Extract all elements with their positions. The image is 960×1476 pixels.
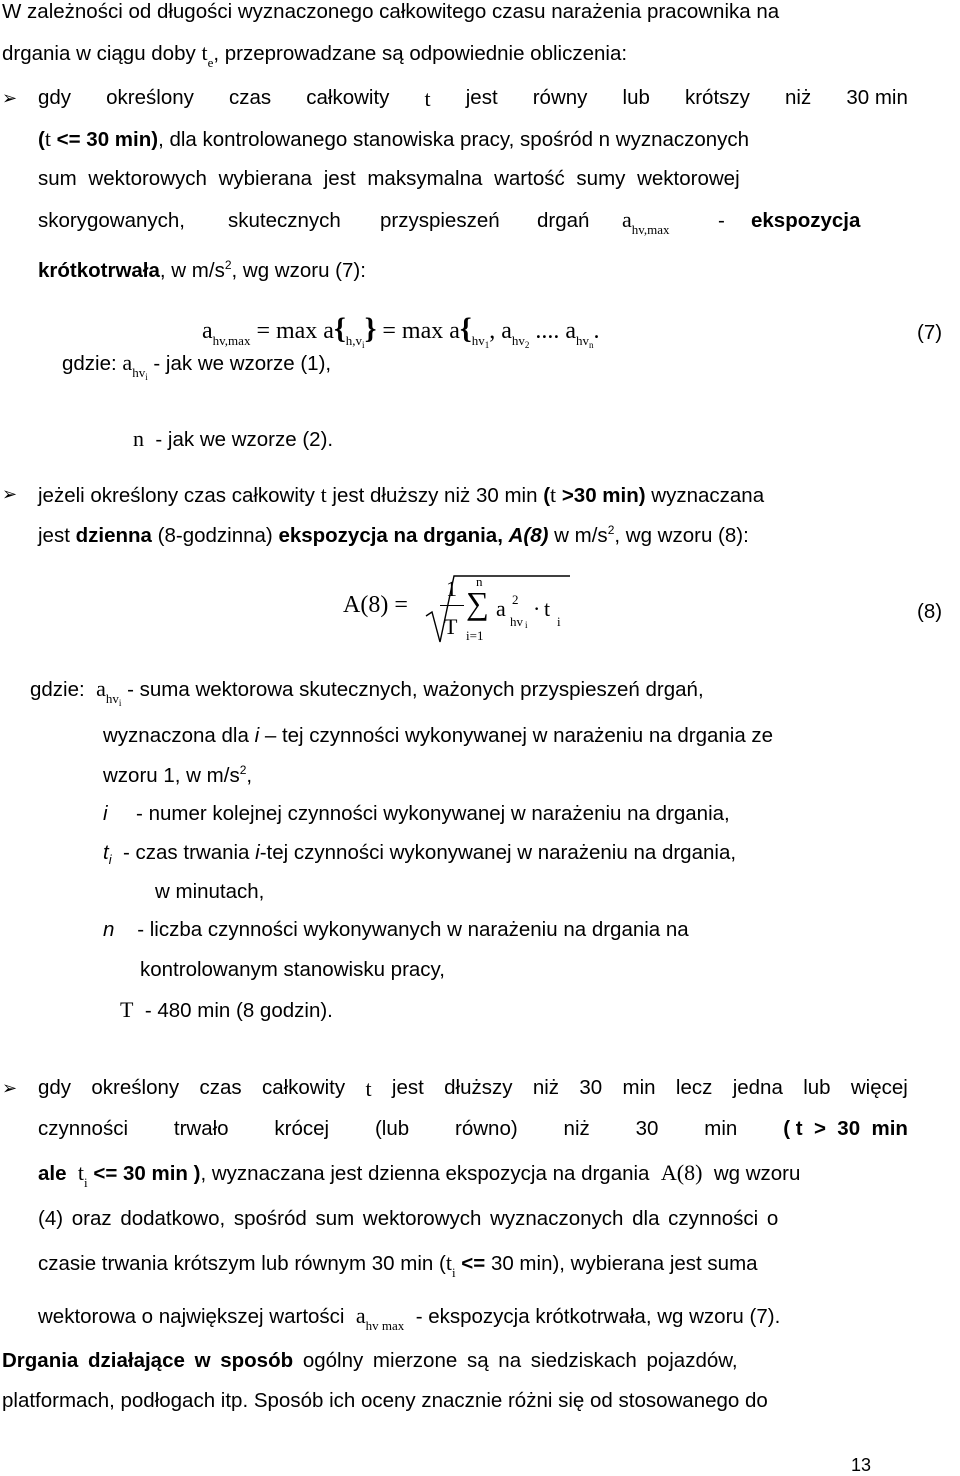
case2-line-2: jest dzienna (8-godzinna) ekspozycja na drgania, A(8) w $m/s^2$, wg wzoru (8): <box>38 523 749 547</box>
case3-line-3: ale $t_i <= 30$ min ), wyznaczana jest dzienna ekspozycja na drgania A(8) wg wzoru <box>38 1160 801 1190</box>
bullet-arrow-icon: ➢ <box>2 484 18 504</box>
where8-line-4: i - numer kolejnej czynności wykonywanej w narażeniu na drgania, <box>103 802 730 825</box>
case2-line-1: jeżeli określony czas całkowity t jest dłuższy niż 30 min (t >30 min) wyznaczana <box>38 482 765 507</box>
intro-line-2: drgania w ciągu doby $t_e$, przeprowadzane są odpowiednie obliczenia: <box>2 40 628 70</box>
case3-line-5: czasie trwania krótszym lub równym 30 $\min (t_i <= 30$ min), wybierana jest suma <box>38 1250 758 1280</box>
where8-line-3: wzoru 1, w $m/s^2$, <box>103 763 253 787</box>
case3-line-4: (4) oraz dodatkowo, spośród sum wektorowych wyznaczonych dla czynności o <box>38 1207 779 1230</box>
case1-line-5: krótkotrwała, w $m/s^2$, wg wzoru (7): <box>38 258 366 282</box>
where8-line-1: gdzie: $a_{hvi}$ - suma wektorowa skutecznych, ważonych przyspieszeń drgań, <box>30 676 704 708</box>
formula-7-number: (7) <box>917 321 943 344</box>
where8-line-2: wyznaczona dla i – tej czynności wykonywanej w narażeniu na drgania ze <box>103 724 774 747</box>
where7-line-2: n - jak we wzorze (2). <box>133 426 334 451</box>
where8-line-8: kontrolowanym stanowisku pracy, <box>140 958 445 981</box>
page-number: 13 <box>851 1455 872 1475</box>
where8-line-9: T - 480 min (8 godzin). <box>120 997 333 1022</box>
case3-line-1: gdy określony czas całkowity t jest dłuższy niż 30 min lecz jedna lub więcej <box>38 1076 908 1101</box>
case1-symbol-ahvmax: $a_{hv,max}$ <box>622 207 670 237</box>
where8-line-5: $t_i$ - czas trwania i-tej czynności wykonywanej w narażeniu na drgania, <box>103 841 737 868</box>
document-page: W zależności od długości wyznaczonego całkowitego czasu narażenia pracownika na drgania w ciągu doby $t_e$, przeprowadzane są odpowiednie obliczenia: ➢ gdy określony czas całkowity t jest równy lub krótszy niż 30 min (t <= 30 min), dla kontrolowanego stanowiska pracy, spośród n wyznaczonych sum wektorowych wybierana jest maksymalna wartość sumy wektorowej skorygowanych, skutecznych przyspieszeń drgań $a_{hv,max}$ - ekspozycja krótkotrwała, w $m/s^2$, wg wzoru (7): $a_{hv,max} = \max a\{_{h,vi}\} = \max a\{_{hv1}$, $a_{hv2}$ .... $a_{hvn}$. (7) gdzie: $a_{hvi}$ - jak we wzorze (1), n - jak we wzorze (2). ➢ jeżeli określony czas całkowity t jest dłuższy niż 30 min (t >30 min) wyznaczana jest dzienna (8-godzinna) ekspozycja na drgania, A(8) w $m/s^2$, wg wzoru (8): A(8) = 1 T n ∑ i=1 a 2 hv i · t i (8) gdzie: $a_{hvi}$ - suma wektorowa skutecznych, ważonych przyspieszeń drgań, wyznaczona dla i – tej czynności wykonywanej w narażeniu na drgania ze wzoru 1, w $m/s^2$, i - numer kolejnej czynności wykonywanej w narażeniu na drgania, $t_i$ - czas trwania i-tej czynności wykonywanej w narażeniu na drgania, w minutach, n - liczba czynności wykonywanych w narażeniu na drgania na kontrolowanym stanowisku pracy, T - 480 min (8 godzin). ➢ gdy określony czas całkowity t jest dłuższy niż 30 min lecz jedna lub więcej czynności trwało krócej (lub równo) niż 30 min ( t > 30 min ale $t_i <= 30$ min ), wyznaczana jest dzienna ekspozycja na drgania A(8) wg wzoru (4) oraz dodatkowo, spośród sum wektorowych wyznaczonych dla czynności o czasie trwania krótszym lub równym 30 $\min (t_i <= 30$ min), wybierana jest suma wektorowa o największej wartości $a_{hv max}$ - ekspozycja krótkotrwała, wg wzoru (7). Drgania działające w sposób ogólny mierzone są na siedziskach pojazdów, platformach, podłogach itp. Sposób ich oceny znacznie różni się od stosowanego do 13 <box>2 0 943 1475</box>
formula-7: $a_{hv,max} = \max a\{_{h,vi}\} = \max a\{_{hv1}$, $a_{hv2}$ .... $a_{hvn}$. <box>202 312 600 350</box>
where8-line-7: n - liczba czynności wykonywanych w narażeniu na drgania na <box>103 918 689 941</box>
case3-line-6: wektorowa o największej wartości $a_{hv max}$ - ekspozycja krótkotrwała, wg wzoru (7). <box>38 1303 781 1333</box>
intro-line-1: W zależności od długości wyznaczonego całkowitego czasu narażenia pracownika na <box>2 0 780 23</box>
where7-line-1: gdzie: $a_{hvi}$ - jak we wzorze (1), <box>62 350 332 382</box>
where8-line-6: w minutach, <box>155 880 265 903</box>
case1-line-3: sum wektorowych wybierana jest maksymalna wartość sumy wektorowej <box>38 167 740 190</box>
closing-line-1: Drgania działające w sposób ogólny mierzone są na siedziskach pojazdów, <box>2 1349 738 1372</box>
formula-8-number: (8) <box>917 600 943 623</box>
case1-line-2: (t <= 30 min), dla kontrolowanego stanowiska pracy, spośród n wyznaczonych <box>38 126 750 151</box>
closing-line-2: platformach, podłogach itp. Sposób ich oceny znacznie różni się od stosowanego do <box>2 1389 768 1412</box>
bullet-arrow-icon: ➢ <box>2 1078 18 1098</box>
case1-line-1: gdy określony czas całkowity t jest równy lub krótszy niż 30 min <box>38 86 908 111</box>
case3-line-2: czynności trwało krócej (lub równo) niż 30 min ( t > 30 min <box>38 1117 908 1140</box>
bullet-arrow-icon: ➢ <box>2 88 18 108</box>
case1-line-4: skorygowanych, <box>38 209 185 232</box>
